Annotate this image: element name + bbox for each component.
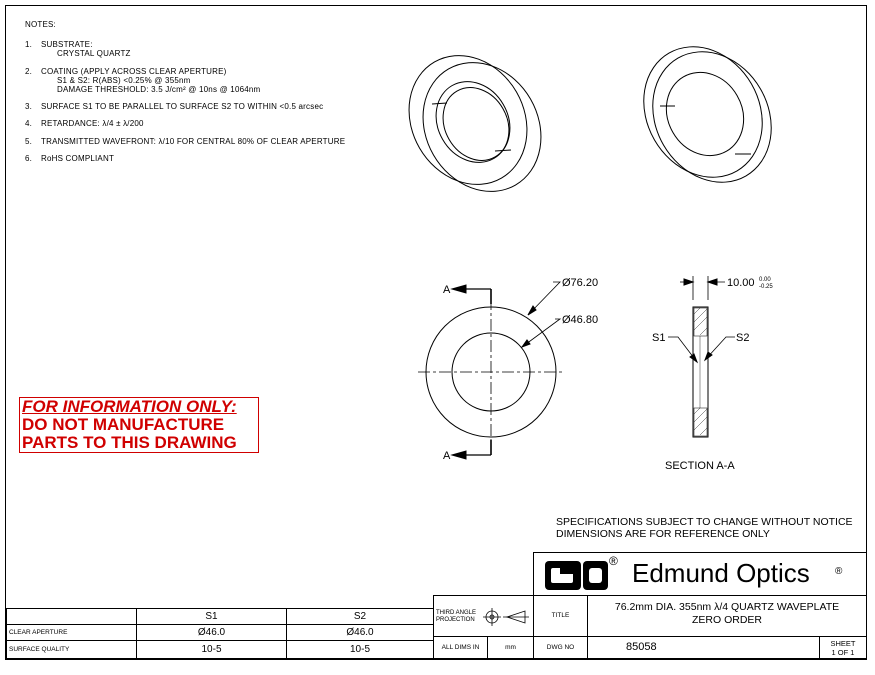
surface-table-header-s1: S1 — [136, 608, 287, 625]
notes-header: NOTES: — [25, 20, 56, 29]
sheet-cell — [819, 636, 867, 659]
thickness-tol-lower: -0.25 — [759, 284, 773, 290]
isometric-view-right — [621, 25, 795, 204]
thickness-tol-upper: 0.00 — [759, 277, 771, 283]
sheet-label: SHEET — [830, 639, 856, 648]
section-view — [668, 276, 735, 437]
title-line-1: 76.2mm DIA. 355nm λ/4 QUARTZ WAVEPLATE — [614, 601, 840, 613]
units-value: mm — [487, 636, 534, 659]
section-title: SECTION A-A — [665, 460, 735, 472]
registered-mark: ® — [609, 554, 618, 568]
sheet-value: 1 OF 1 — [831, 648, 855, 657]
note-4: 4. RETARDANCE: λ/4 ± λ/200 — [25, 119, 144, 129]
note-6: 6. RoHS COMPLIANT — [25, 153, 115, 163]
isometric-view-left — [386, 34, 564, 213]
projection-label: THIRD ANGLE PROJECTION — [436, 610, 477, 623]
surface-table-cell: 10-5 — [286, 640, 434, 659]
company-registered-mark: ® — [835, 566, 843, 577]
surface-table-row-label: SURFACE QUALITY — [6, 640, 137, 659]
surface-table-cell: Ø46.0 — [136, 624, 287, 641]
dwg-no-label: DWG NO — [533, 636, 588, 659]
note-3: 3. SURFACE S1 TO BE PARALLEL TO SURFACE S2 TO WITHIN <0.5 arcsec — [25, 102, 324, 112]
title-label: TITLE — [533, 595, 588, 637]
surface-table-cell: Ø46.0 — [286, 624, 434, 641]
company-name: Edmund Optics — [632, 558, 810, 588]
all-dims-label: ALL DIMS IN — [433, 636, 488, 659]
inner-diameter-dim: Ø46.80 — [562, 314, 599, 326]
note-2: 2. COATING (APPLY ACROSS CLEAR APERTURE) S1 & S2: R(ABS) <0.25% @ 355nm DAMAGE THRESHOLD: 3.5 J/cm² @ 10ns @ 1064nm — [25, 66, 261, 94]
section-marker-bottom: A — [443, 450, 451, 462]
spec-notice: SPECIFICATIONS SUBJECT TO CHANGE WITHOUT NOTICE DIMENSIONS ARE FOR REFERENCE ONLY — [556, 516, 853, 540]
surface-table-cell: 10-5 — [136, 640, 287, 659]
note-1: 1. SUBSTRATE: CRYSTAL QUARTZ — [25, 40, 131, 59]
surface-table-row-label: CLEAR APERTURE — [6, 624, 137, 641]
surface-table-header-s2: S2 — [286, 608, 434, 625]
dwg-no-value: 85058 — [587, 636, 820, 659]
surface-s1-label: S1 — [652, 332, 666, 344]
note-5: 5. TRANSMITTED WAVEFRONT: λ/10 FOR CENTRAL 80% OF CLEAR APERTURE — [25, 136, 346, 146]
information-only-warning: FOR INFORMATION ONLY: DO NOT MANUFACTURE PARTS TO THIS DRAWING — [19, 397, 259, 453]
title-cell — [587, 595, 867, 637]
surface-s2-label: S2 — [736, 332, 750, 344]
section-marker-top: A — [443, 284, 451, 296]
title-line-2: ZERO ORDER — [691, 614, 762, 626]
front-view — [418, 282, 565, 459]
thickness-dim: 10.00 — [727, 277, 755, 289]
outer-diameter-dim: Ø76.20 — [562, 277, 599, 289]
